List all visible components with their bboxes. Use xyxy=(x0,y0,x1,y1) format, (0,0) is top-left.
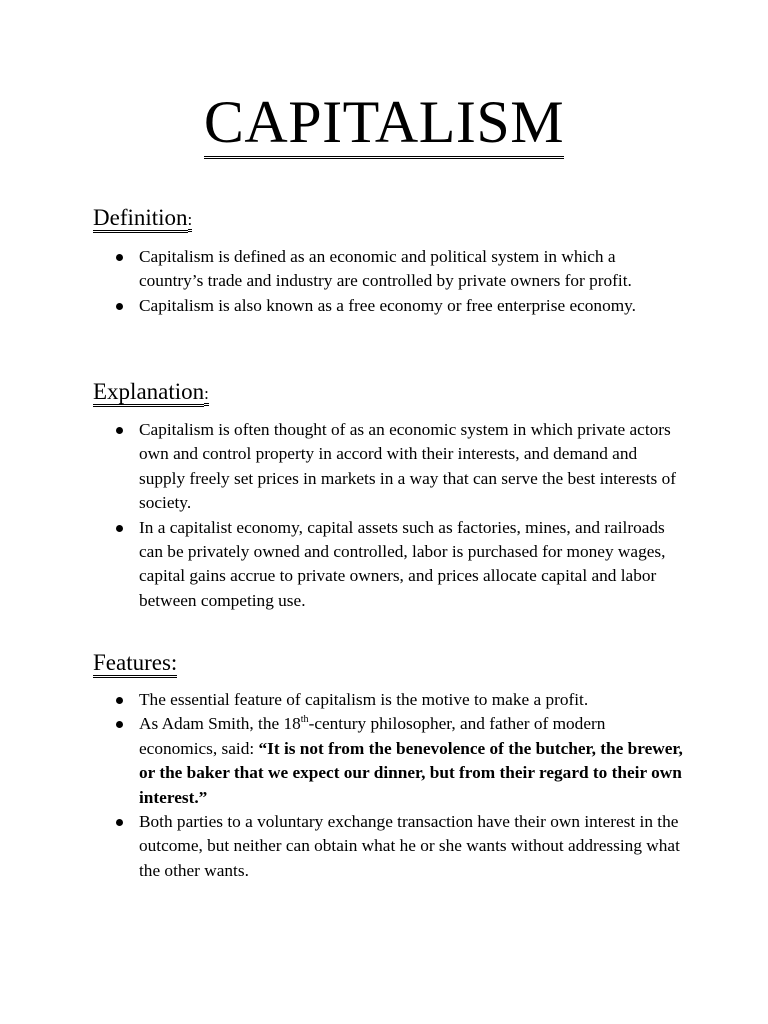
section-heading-explanation xyxy=(93,378,209,408)
document-title-text: CAPITALISM xyxy=(204,88,564,159)
features-list xyxy=(139,688,684,883)
list-item xyxy=(139,245,684,294)
section-heading-definition xyxy=(93,204,192,234)
bullet-icon xyxy=(116,427,123,434)
list-item xyxy=(139,418,684,516)
list-item-text: Capitalism is also known as a free economy or free enterprise economy. xyxy=(139,295,636,315)
list-item xyxy=(139,294,684,318)
section-heading-features-colon: : xyxy=(171,650,177,678)
document-title xyxy=(0,84,768,160)
list-item xyxy=(139,516,684,614)
section-heading-features-text: Features xyxy=(93,650,171,678)
section-heading-definition-text: Definition xyxy=(93,205,188,233)
list-item-text: The essential feature of capitalism is the motive to make a profit. xyxy=(139,690,589,709)
explanation-list xyxy=(139,418,684,613)
section-heading-explanation-text: Explanation xyxy=(93,379,204,407)
smith-mid-text: -century philosopher, and father of modern economics, said: xyxy=(139,714,606,758)
definition-list xyxy=(139,245,684,318)
bullet-icon xyxy=(116,721,123,728)
list-item xyxy=(139,712,684,810)
list-item xyxy=(139,810,684,883)
list-item-text: Capitalism is often thought of as an economic system in which private actors own and control property in accord with their interests, and demand and supply freely set prices in markets in a way that can serve the best interests of society. xyxy=(139,420,676,513)
bullet-icon xyxy=(116,303,123,310)
bullet-icon xyxy=(116,819,123,826)
list-item-text: In a capitalist economy, capital assets such as factories, mines, and railroads can be privately owned and controlled, labor is purchased for money wages, capital gains accrue to private owners, and prices allocate capital and labor between competing use. xyxy=(139,517,666,610)
ordinal-suffix: th xyxy=(300,714,309,726)
section-heading-features xyxy=(93,649,177,677)
smith-pre-text: As Adam Smith, the 18 xyxy=(139,714,301,734)
section-heading-definition-colon: : xyxy=(188,210,193,232)
list-item-text: Both parties to a voluntary exchange transaction have their own interest in the outcome, but neither can obtain what he or she wants without addressing what the other wants. xyxy=(139,812,680,880)
list-item xyxy=(139,688,684,712)
bullet-icon xyxy=(116,697,123,704)
bullet-icon xyxy=(116,254,123,261)
section-heading-explanation-colon: : xyxy=(204,384,209,406)
adam-smith-quote: “It is not from the benevolence of the butcher, the brewer, or the baker that we expect our dinner, but from their regard to their own interest.” xyxy=(139,738,683,807)
bullet-icon xyxy=(116,525,123,532)
list-item-text: Capitalism is defined as an economic and political system in which a country’s trade and industry are controlled by private owners for profit. xyxy=(139,247,632,291)
